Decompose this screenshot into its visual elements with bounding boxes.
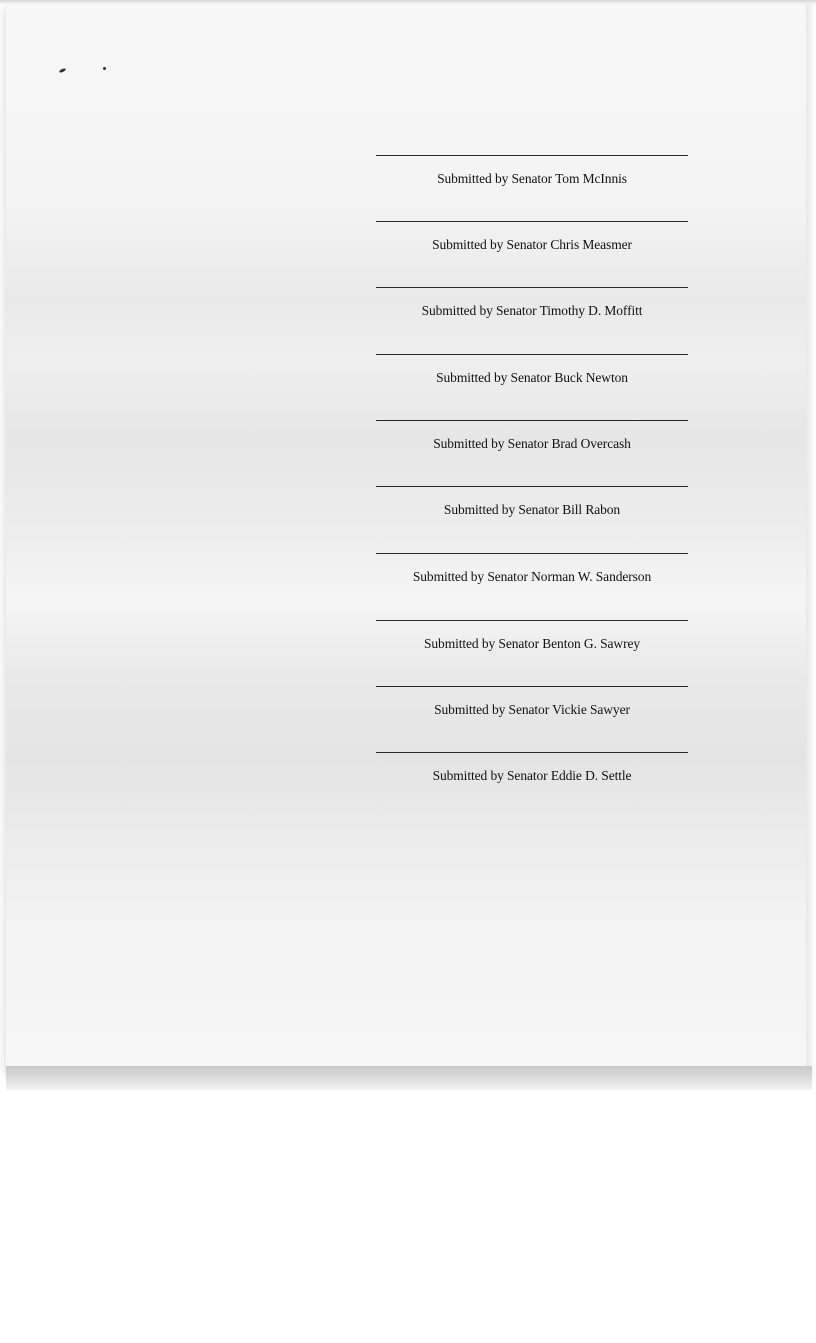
signature-caption: Submitted by Senator Vickie Sawyer: [434, 702, 630, 717]
signature-block: [376, 620, 688, 652]
signature-block: [376, 287, 688, 319]
signature-caption: Submitted by Senator Chris Measmer: [432, 237, 632, 252]
signature-caption: Submitted by Senator Brad Overcash: [433, 436, 631, 451]
signature-block: [376, 354, 688, 386]
signature-caption: Submitted by Senator Eddie D. Settle: [432, 768, 632, 783]
signature-caption: Submitted by Senator Timothy D. Moffitt: [421, 303, 643, 318]
scan-speck: [103, 67, 106, 70]
signature-caption: Submitted by Senator Buck Newton: [436, 370, 628, 385]
page-right-edge: [806, 0, 816, 1080]
page-bottom-edge: [6, 1066, 812, 1090]
signature-line: [376, 752, 688, 753]
signature-block: [376, 155, 688, 187]
signature-block: [376, 486, 688, 518]
signature-line: [376, 486, 688, 487]
signature-block: [376, 752, 688, 784]
signature-block: [376, 686, 688, 718]
signature-block: [376, 553, 688, 585]
signature-line: [376, 553, 688, 554]
page-top-edge: [0, 0, 816, 4]
signature-caption: Submitted by Senator Tom McInnis: [437, 171, 627, 186]
signature-block: [376, 221, 688, 253]
signature-line: [376, 420, 688, 421]
signature-line: [376, 287, 688, 288]
signature-caption: Submitted by Senator Bill Rabon: [443, 502, 621, 517]
signature-caption: Submitted by Senator Norman W. Sanderson: [412, 569, 652, 584]
signature-line: [376, 620, 688, 621]
signature-line: [376, 354, 688, 355]
signature-caption: Submitted by Senator Benton G. Sawrey: [423, 636, 641, 651]
signature-block: [376, 420, 688, 452]
signature-line: [376, 686, 688, 687]
signature-line: [376, 221, 688, 222]
signature-line: [376, 155, 688, 156]
